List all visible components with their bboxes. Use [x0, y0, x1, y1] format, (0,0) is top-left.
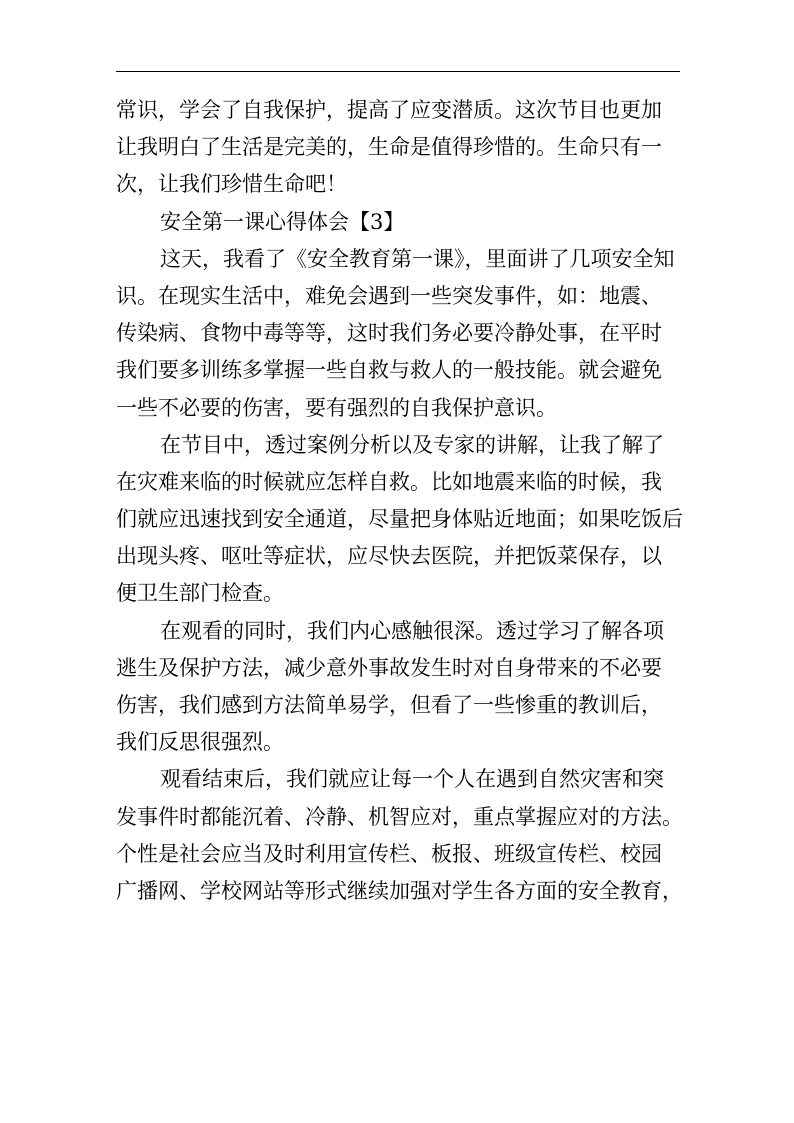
paragraph-first-line: 安全第一课心得体会【3】 [160, 209, 405, 234]
paragraph-first-line: 观看结束后，我们就应让每一个人在遇到自然灾害和突 [160, 767, 664, 792]
document-body [116, 92, 686, 910]
text-line: 一些不必要的伤害，要有强烈的自我保护意识。 [116, 395, 557, 420]
text-line: 识。在现实生活中，难免会遇到一些突发事件，如：地震、 [116, 283, 662, 308]
text-line: 我们要多训练多掌握一些自救与救人的一般技能。就会避免 [116, 358, 662, 383]
text-line: 便卫生部门检查。 [116, 581, 284, 606]
text-line: 次，让我们珍惜生命吧！ [116, 172, 347, 197]
text-line: 个性是社会应当及时利用宣传栏、板报、班级宣传栏、校园 [116, 841, 662, 866]
text-line: 常识，学会了自我保护，提高了应变潜质。这次节目也更加 [116, 98, 662, 122]
text-line: 在灾难来临的时候就应怎样自救。比如地震来临的时候，我 [116, 469, 662, 494]
paragraph-first-line: 在节目中，透过案例分析以及专家的讲解，让我了解了 [160, 432, 664, 457]
text-line: 广播网、学校网站等形式继续加强对学生各方面的安全教育， [116, 878, 683, 903]
paragraph-first-line: 这天，我看了《安全教育第一课》，里面讲了几项安全知 [160, 246, 675, 271]
text-line: 逃生及保护方法，减少意外事故发生时对自身带来的不必要 [116, 655, 662, 680]
text-line: 们就应迅速找到安全通道，尽量把身体贴近地面；如果吃饭后 [116, 507, 683, 532]
text-line: 发事件时都能沉着、冷静、机智应对，重点掌握应对的方法。 [116, 804, 683, 829]
text-line: 传染病、食物中毒等等，这时我们务必要冷静处事，在平时 [116, 321, 662, 346]
text-line: 我们反思很强烈。 [116, 730, 284, 755]
text-line: 伤害，我们感到方法简单易学，但看了一些惨重的教训后， [116, 693, 662, 717]
text-line: 让我明白了生活是完美的，生命是值得珍惜的。生命只有一 [116, 135, 662, 160]
header-rule [116, 71, 680, 72]
text-line: 出现头疼、呕吐等症状，应尽快去医院，并把饭菜保存，以 [116, 544, 662, 569]
paragraph-first-line: 在观看的同时，我们内心感触很深。透过学习了解各项 [160, 618, 664, 643]
